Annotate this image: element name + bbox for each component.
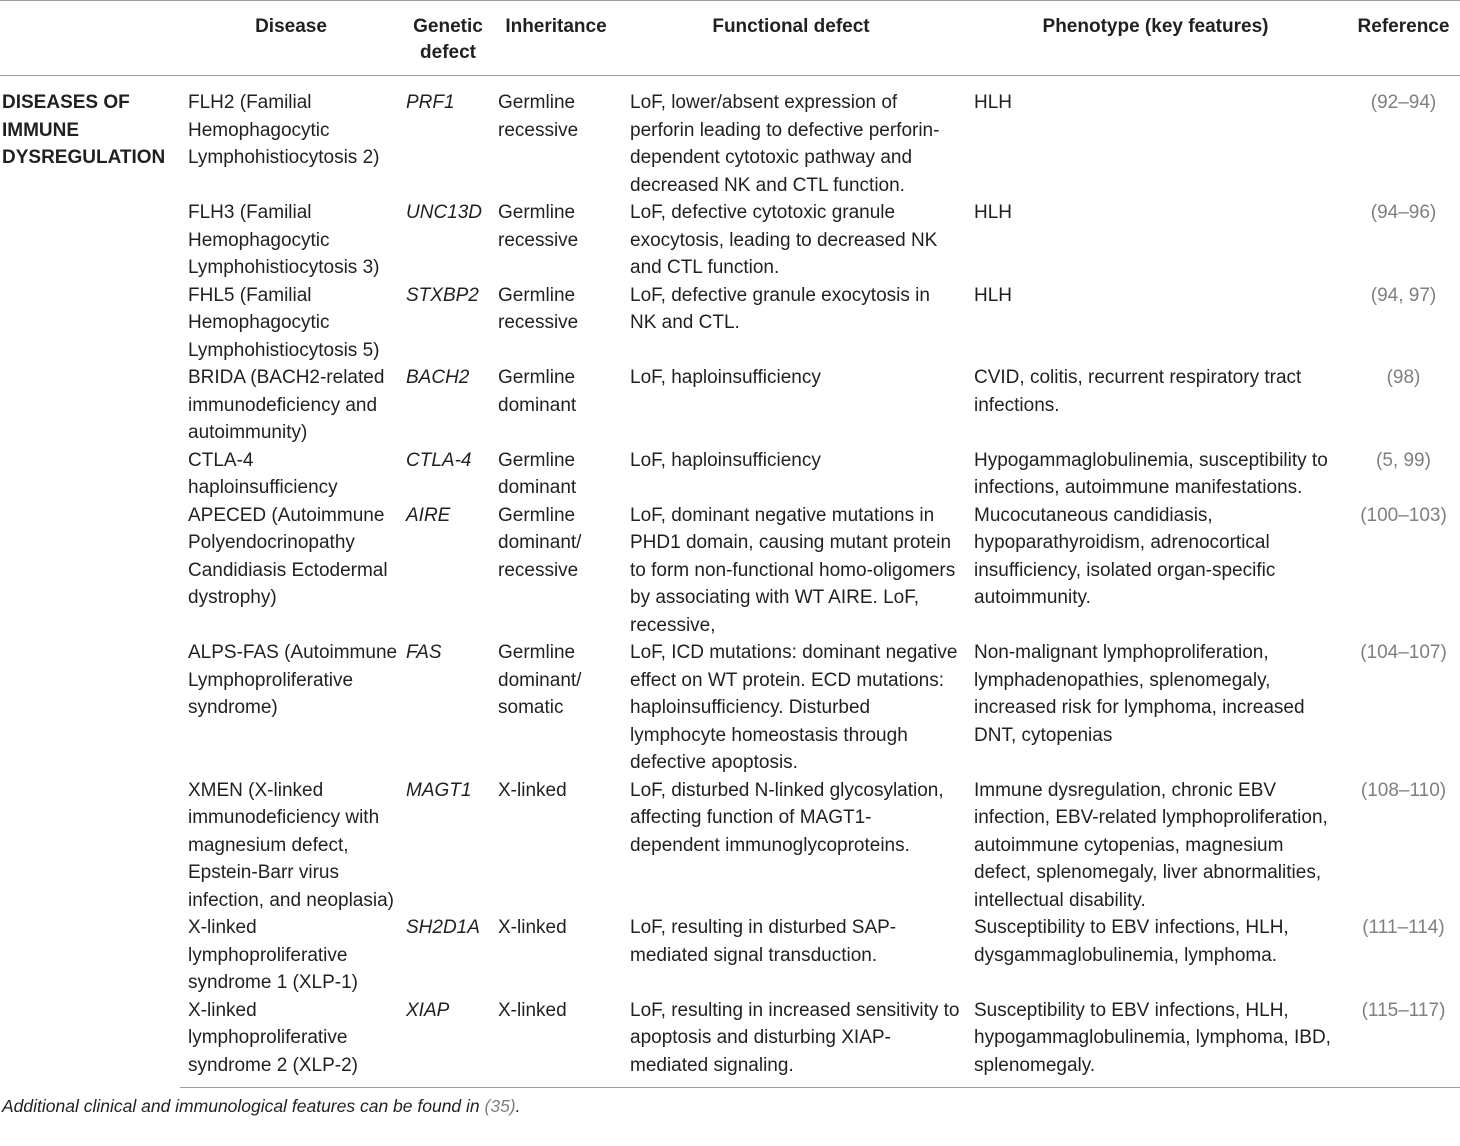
header-row (0, 1, 1460, 76)
disease-cell: CTLA-4 haploinsufficiency (188, 449, 338, 498)
table-row (0, 364, 1460, 447)
table-row (0, 282, 1460, 365)
gene-cell: MAGT1 (406, 779, 472, 801)
inheritance-cell: Germline recessive (498, 284, 579, 333)
phenotype-cell: CVID, colitis, recurrent respiratory tract infections. (974, 367, 1302, 416)
disease-cell: FHL5 (Familial Hemophagocytic Lymphohistiocytosis 5) (188, 284, 380, 361)
reference-link[interactable]: (5, 99) (1376, 449, 1431, 471)
gene-cell: PRF1 (406, 92, 455, 113)
footnote-text: Additional clinical and immunological features can be found in (2, 1096, 485, 1116)
table-row (0, 997, 1460, 1088)
inheritance-cell: Germline recessive (498, 202, 579, 251)
phenotype-cell: Susceptibility to EBV infections, HLH, dysgammaglobulinemia, lymphoma. (974, 917, 1289, 966)
reference-link[interactable]: (92–94) (1370, 92, 1437, 113)
disease-cell: APECED (Autoimmune Polyendocrinopathy Candidiasis Ectodermal dystrophy) (188, 504, 388, 608)
table-row (0, 76, 1460, 200)
footnote-end: . (515, 1096, 521, 1116)
reference-link[interactable]: (94–96) (1370, 202, 1437, 223)
gene-cell: XIAP (402, 997, 494, 1088)
reference-link[interactable]: (108–110) (1360, 779, 1447, 801)
header-phenotype: Phenotype (key features) (964, 1, 1347, 76)
disease-cell: X-linked lymphoproliferative syndrome 1 (XLP-1) (188, 917, 359, 993)
functional-defect-cell: LoF, haploinsufficiency (630, 367, 821, 388)
table-header (0, 1, 1460, 76)
inheritance-cell: X-linked (498, 779, 567, 801)
table-row (0, 914, 1460, 997)
reference-link[interactable]: (94, 97) (1370, 284, 1437, 306)
functional-defect-cell: LoF, disturbed N-linked glycosylation, affecting function of MAGT1-dependent immunoglycoproteins. (630, 779, 944, 856)
gene-cell: FAS (406, 642, 442, 663)
inheritance-cell: Germline dominant (498, 449, 577, 498)
phenotype-cell: HLH (974, 284, 1013, 306)
table-body (0, 76, 1460, 1088)
functional-defect-cell: LoF, ICD mutations: dominant negative effect on WT protein. ECD mutations: haploinsufficiency. Disturbed lymphocyte homeostasis through defective apoptosis. (630, 642, 958, 773)
phenotype-cell: Non-malignant lymphoproliferation, lymphadenopathies, splenomegaly, increased risk for lymphoma, increased DNT, cytopenias (974, 642, 1305, 746)
table-row (0, 502, 1460, 640)
inheritance-cell: Germline recessive (498, 92, 579, 141)
functional-defect-cell: LoF, lower/absent expression of perforin leading to defective perforin-dependent cytotoxic pathway and decreased NK and CTL function. (630, 92, 940, 196)
gene-cell: SH2D1A (406, 917, 480, 938)
phenotype-cell: Immune dysregulation, chronic EBV infection, EBV-related lymphoproliferation, autoimmune cytopenias, magnesium defect, splenomegaly, liver abnormalities, intellectual disability. (974, 779, 1328, 911)
reference-link[interactable]: (98) (1386, 367, 1421, 388)
reference-link[interactable]: (111–114) (1362, 917, 1445, 938)
gene-cell: AIRE (406, 504, 451, 526)
functional-defect-cell: LoF, haploinsufficiency (630, 449, 821, 471)
reference-link[interactable]: (100–103) (1360, 504, 1447, 526)
header-functional-defect: Functional defect (618, 1, 964, 76)
category-label: DISEASES OF IMMUNE DYSREGULATION (2, 92, 166, 168)
phenotype-cell: Mucocutaneous candidiasis, hypoparathyroidism, adrenocortical insufficiency, isolated organ-specific autoimmunity. (974, 504, 1276, 608)
disease-cell: XMEN (X-linked immunodeficiency with magnesium defect, Epstein-Barr virus infection, and neoplasia) (188, 779, 394, 911)
header-reference: Reference (1347, 1, 1460, 76)
functional-defect-cell: LoF, defective cytotoxic granule exocytosis, leading to decreased NK and CTL function. (630, 202, 938, 278)
footnote-reference-link[interactable]: (35) (484, 1096, 516, 1116)
reference-link[interactable]: (104–107) (1360, 642, 1447, 663)
inheritance-cell: Germline dominant (498, 367, 577, 416)
reference-link[interactable]: (115–117) (1347, 997, 1460, 1088)
table-row (0, 639, 1460, 777)
phenotype-cell: HLH (974, 92, 1013, 113)
disease-cell: FLH2 (Familial Hemophagocytic Lymphohistiocytosis 2) (188, 92, 380, 168)
header-inheritance: Inheritance (494, 1, 618, 76)
gene-cell: CTLA-4 (406, 449, 472, 471)
phenotype-cell: HLH (974, 202, 1013, 223)
functional-defect-cell: LoF, dominant negative mutations in PHD1 domain, causing mutant protein to form non-functional homo-oligomers by associating with WT AIRE. LoF, recessive, (630, 504, 956, 636)
functional-defect-cell: LoF, resulting in disturbed SAP-mediated signal transduction. (630, 917, 897, 966)
header-category (0, 1, 180, 76)
header-genetic-defect: Genetic defect (402, 1, 494, 76)
table-row (0, 777, 1460, 915)
gene-cell: UNC13D (406, 202, 483, 223)
phenotype-cell: Hypogammaglobulinemia, susceptibility to infections, autoimmune manifestations. (974, 449, 1328, 498)
table-footnote (0, 1088, 1460, 1117)
disease-cell: BRIDA (BACH2-related immunodeficiency and autoimmunity) (188, 367, 385, 443)
inheritance-cell: X-linked (494, 997, 618, 1088)
disease-cell: ALPS-FAS (Autoimmune Lymphoproliferative syndrome) (188, 642, 398, 718)
inheritance-cell: X-linked (498, 917, 567, 938)
disease-cell: FLH3 (Familial Hemophagocytic Lymphohistiocytosis 3) (188, 202, 380, 278)
phenotype-cell: Susceptibility to EBV infections, HLH, hypogammaglobulinemia, lymphoma, IBD, splenomegaly. (964, 997, 1347, 1088)
table-row (0, 447, 1460, 502)
gene-cell: STXBP2 (406, 284, 479, 306)
header-disease: Disease (180, 1, 402, 76)
inheritance-cell: Germline dominant/ recessive (498, 504, 582, 581)
disease-cell: X-linked lymphoproliferative syndrome 2 (XLP-2) (180, 997, 402, 1088)
gene-cell: BACH2 (406, 367, 470, 388)
table-row (0, 199, 1460, 282)
inheritance-cell: Germline dominant/ somatic (498, 642, 582, 718)
functional-defect-cell: LoF, resulting in increased sensitivity to apoptosis and disturbing XIAP-mediated signaling. (618, 997, 964, 1088)
functional-defect-cell: LoF, defective granule exocytosis in NK and CTL. (630, 284, 930, 333)
